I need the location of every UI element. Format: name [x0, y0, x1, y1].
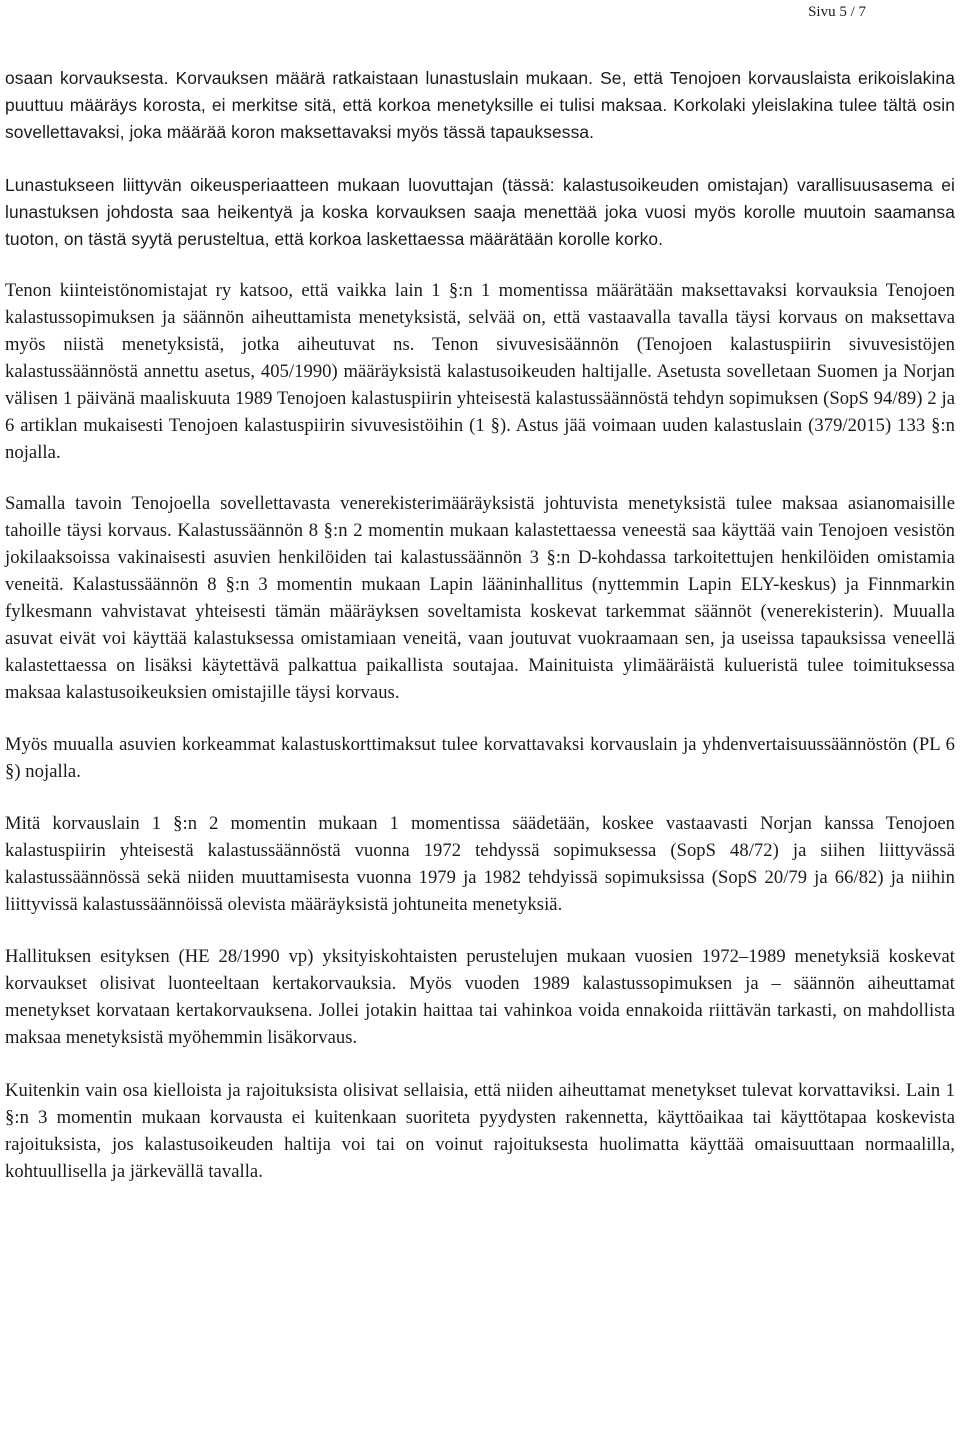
- paragraph-side-waters-rule: Tenon kiinteistönomistajat ry katsoo, että vaikka lain 1 §:n 1 momentissa määrätään maksettavaksi korvauksia Tenojoen kalastussopimuksen ja säännön aiheuttamista menetyksistä, selvää on, että vastaavalla tavalla täysi korvaus on maksettava myös niistä menetyksistä, jotka aiheutuvat ns. Tenon sivuvesisäännön (Tenojoen kalastuspiirin sivuvesistöjen kalastussäännöstä annettu asetus, 405/1990) määräyksistä kalastusoikeuden haltijalle. Asetusta sovelletaan Suomen ja Norjan välisen 1 päivänä maaliskuuta 1989 Tenojoen kalastuspiirin yhteisestä kalastussäännöstä tehdyn sopimuksen (SopS 94/89) 2 ja 6 artiklan mukaisesti Tenojoen kalastuspiirin sivuvesistöihin (1 §). Astus jää voimaan uuden kalastuslain (379/2015) 133 §:n nojalla.: [5, 280, 955, 463]
- page-number: Sivu 5 / 7: [808, 4, 866, 20]
- paragraph-license-fees: Myös muualla asuvien korkeammat kalastuskorttimaksut tulee korvattavaksi korvauslain ja yhdenvertaisuussäännöstön (PL 6 §) nojalla.: [5, 734, 955, 782]
- paragraph-government-proposal: Hallituksen esityksen (HE 28/1990 vp) yksityiskohtaisten perustelujen mukaan vuosien 1972–1989 menetyksiä koskevat korvaukset olisivat luonteeltaan kertakorvauksia. Myös vuoden 1989 kalastussopimuksen ja – säännön aiheuttamat menetykset korvataan kertakorvauksena. Jollei jotakin haittaa tai vahinkoa voida ennakoida riittävän tarkasti, on mahdollista maksaa menetyksistä myöhemmin lisäkorvaus.: [5, 946, 955, 1048]
- paragraph-compensation-interest: osaan korvauksesta. Korvauksen määrä ratkaistaan lunastuslain mukaan. Se, että Tenojoen korvauslaista erikoislakina puuttuu määräys korosta, ei merkitse sitä, että korkoa menetyksille ei tulisi maksaa. Korkolaki yleislakina tulee tältä osin sovellettavaksi, joka määrää koron maksettavaksi myös tässä tapauksessa.: [5, 68, 955, 142]
- paragraph-restrictions: Kuitenkin vain osa kielloista ja rajoituksista olisivat sellaisia, että niiden aiheuttamat menetykset tulevat korvattaviksi. Lain 1 §:n 3 momentin mukaan korvausta ei kuitenkaan suoriteta pyydysten rakennetta, käyttöaikaa tai käyttötapaa koskevista rajoituksista, jos kalastusoikeuden haltija voi tai on voinut rajoituksesta huolimatta käyttää omaisuuttaan normaalilla, kohtuullisella ja järkevällä tavalla.: [5, 1080, 955, 1182]
- paragraph-1972-agreement: Mitä korvauslain 1 §:n 2 momentin mukaan 1 momentissa säädetään, koskee vastaavasti Norjan kanssa Tenojoen kalastuspiirin yhteisestä kalastussäännöstä vuonna 1972 tehdyssä sopimuksessa (SopS 48/72) ja siihen liittyvässä kalastussäännössä sekä niiden muuttamisesta vuonna 1979 ja 1982 tehdyissä sopimuksissa (SopS 20/79 ja 66/82) ja niihin liittyvissä kalastussäännöissä olevista määräyksistä johtuneita menetyksiä.: [5, 813, 955, 915]
- paragraph-boat-register: Samalla tavoin Tenojoella sovellettavasta venerekisterimääräyksistä johtuvista menetyksistä tulee maksaa asianomaisille tahoille täysi korvaus. Kalastussäännön 8 §:n 2 momentin mukaan kalastettaessa veneestä saa käyttää vain Tenojoen vesistön jokilaaksoissa vakinaisesti asuvien henkilöiden tai kalastussäännön 3 §:n D-kohdassa tarkoitettujen henkilöiden omistamia veneitä. Kalastussäännön 8 §:n 3 momentin mukaan Lapin lääninhallitus (nyttemmin Lapin ELY-keskus) ja Finnmarkin fylkesmann vahvistavat yhteisesti tämän määräyksen soveltamista koskevat tarkemmat säännöt (venerekisterin). Muualla asuvat eivät voi käyttää kalastuksessa omistamiaan veneitä, vaan joutuvat vuokraamaan sen, ja useissa tapauksissa veneellä kalastettaessa on lisäksi käytettävä palkattua paikallista soutajaa. Mainituista ylimääräistä kulueristä tulee toimituksessa maksaa kalastusoikeuksien omistajille täysi korvaus.: [5, 493, 955, 703]
- document-body: [5, 65, 955, 1185]
- paragraph-redemption-principle: Lunastukseen liittyvän oikeusperiaatteen mukaan luovuttajan (tässä: kalastusoikeuden omistajan) varallisuusasema ei lunastuksen johdosta saa heikentyä ja koska korvauksen saaja menettää joka vuosi myös korolle muutoin saamansa tuoton, on tästä syytä perusteltua, että korkoa laskettaessa määrätään korolle korko.: [5, 175, 955, 249]
